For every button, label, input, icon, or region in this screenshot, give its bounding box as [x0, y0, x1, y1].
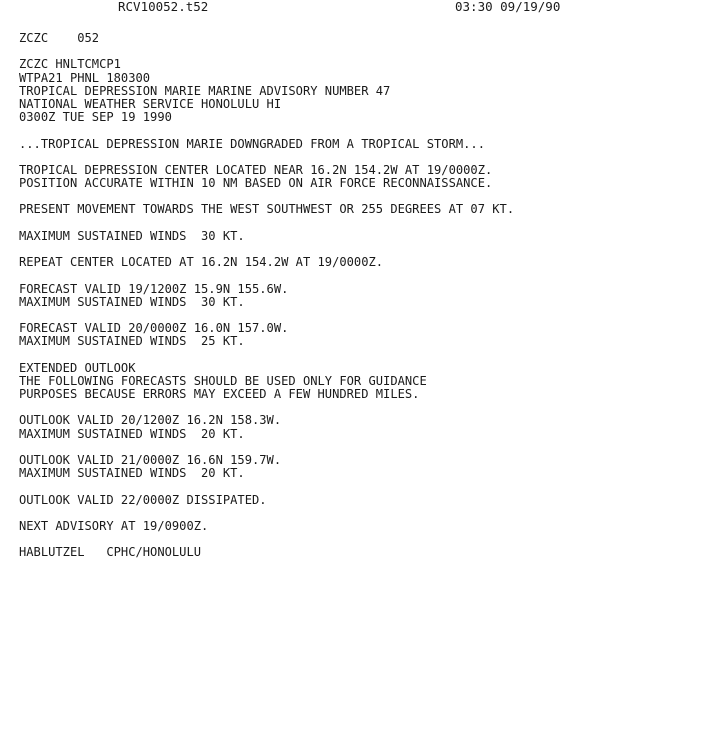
- text-line: MAXIMUM SUSTAINED WINDS 20 KT.: [19, 426, 245, 441]
- received-timestamp: 03:30 09/19/90: [455, 0, 561, 14]
- text-line: THE FOLLOWING FORECASTS SHOULD BE USED ONLY FOR GUIDANCE: [19, 373, 427, 388]
- text-line: OUTLOOK VALID 20/1200Z 16.2N 158.3W.: [19, 413, 282, 428]
- document-header: [0, 0, 722, 18]
- text-line: MAXIMUM SUSTAINED WINDS 30 KT.: [19, 228, 245, 243]
- text-line: WTPA21 PHNL 180300: [19, 70, 151, 85]
- text-line: [19, 349, 719, 362]
- text-line: ZCZC HNLTCMCP1: [19, 57, 121, 72]
- text-line: [19, 507, 719, 520]
- text-line: MAXIMUM SUSTAINED WINDS 25 KT.: [19, 334, 245, 349]
- text-line: NATIONAL WEATHER SERVICE HONOLULU HI: [19, 96, 282, 111]
- text-line: NEXT ADVISORY AT 19/0900Z.: [19, 518, 209, 533]
- text-line: OUTLOOK VALID 22/0000Z DISSIPATED.: [19, 492, 267, 507]
- text-line: [19, 151, 719, 164]
- signature-line: HABLUTZEL CPHC/HONOLULU: [19, 545, 202, 560]
- text-line: [19, 124, 719, 137]
- text-line: EXTENDED OUTLOOK: [19, 360, 136, 375]
- advisory-title: TROPICAL DEPRESSION MARIE MARINE ADVISORY NUMBER 47: [19, 83, 391, 98]
- text-line: OUTLOOK VALID 21/0000Z 16.6N 159.7W.: [19, 453, 282, 467]
- text-line: FORECAST VALID 20/0000Z 16.0N 157.0W.: [19, 321, 289, 336]
- text-line: POSITION ACCURATE WITHIN 10 NM BASED ON AIR FORCE RECONNAISSANCE.: [19, 176, 493, 191]
- text-line: REPEAT CENTER LOCATED AT 16.2N 154.2W AT 19/0000Z.: [19, 255, 384, 270]
- text-line: [19, 269, 719, 282]
- text-line: TROPICAL DEPRESSION CENTER LOCATED NEAR 16.2N 154.2W AT 19/0000Z.: [19, 162, 493, 177]
- text-line: MAXIMUM SUSTAINED WINDS 30 KT.: [19, 294, 245, 309]
- text-line: PURPOSES BECAUSE ERRORS MAY EXCEED A FEW HUNDRED MILES.: [19, 387, 420, 402]
- text-line: MAXIMUM SUSTAINED WINDS 20 KT.: [19, 466, 245, 481]
- text-line: FORECAST VALID 19/1200Z 15.9N 155.6W.: [19, 281, 289, 296]
- headline: ...TROPICAL DEPRESSION MARIE DOWNGRADED FROM A TROPICAL STORM...: [19, 136, 485, 151]
- file-name: RCV10052.t52: [118, 0, 209, 14]
- text-line: [19, 217, 719, 230]
- text-line: 0300Z TUE SEP 19 1990: [19, 110, 172, 125]
- text-line: PRESENT MOVEMENT TOWARDS THE WEST SOUTHWEST OR 255 DEGREES AT 07 KT.: [19, 202, 515, 217]
- text-line: [19, 480, 719, 493]
- blank-line: [19, 45, 719, 58]
- preamble-line: ZCZC 052: [19, 31, 100, 45]
- advisory-text: [19, 32, 719, 560]
